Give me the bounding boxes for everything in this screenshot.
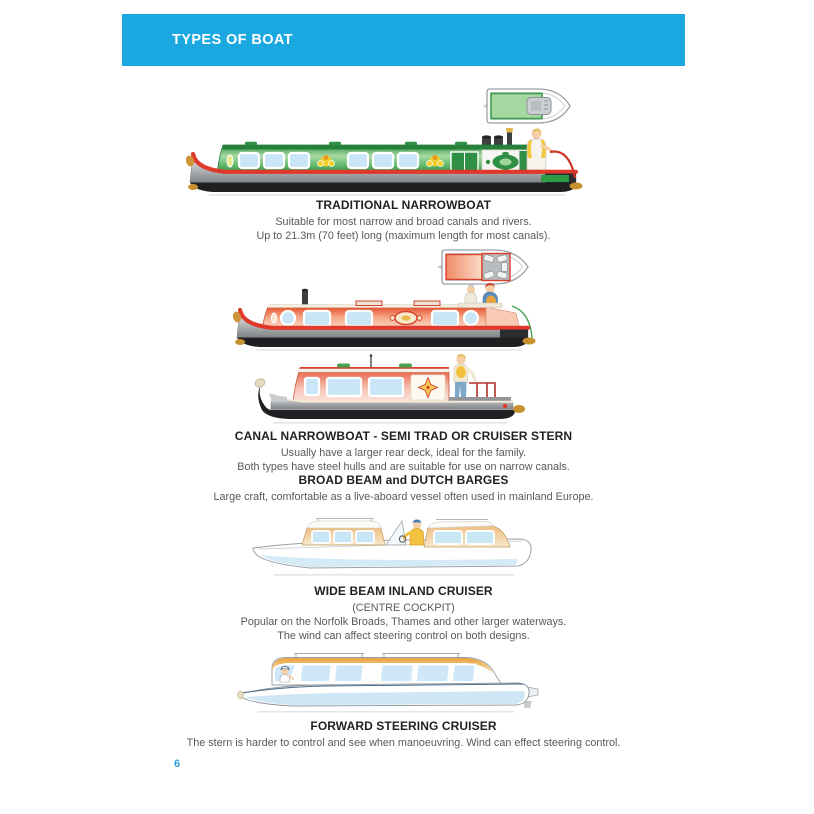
- chimney: [302, 290, 308, 306]
- header-bar: [122, 14, 685, 66]
- cabin: [293, 354, 449, 402]
- engine-block: [527, 98, 551, 115]
- section-text: Usually have a larger rear deck, ideal for the family.: [280, 447, 527, 459]
- cabin: [272, 654, 502, 686]
- section-heading: CANAL NARROWBOAT - SEMI TRAD OR CRUISER STERN: [234, 429, 573, 443]
- water-shadow: [274, 574, 514, 576]
- section-broad-beam: [122, 474, 685, 504]
- section-text: The wind can affect steering control on both designs.: [277, 630, 530, 642]
- section-heading: BROAD BEAM and DUTCH BARGES: [298, 473, 509, 487]
- semi-trad-narrowboat-illustration: [228, 280, 546, 352]
- section-text: Large craft, comfortable as a live-aboard vessel often used in mainland Europe.: [213, 491, 594, 503]
- section-subheading: (CENTRE COCKPIT): [352, 602, 455, 614]
- fore-cabin: [302, 519, 385, 546]
- section-text: Suitable for most narrow and broad canals and rivers.: [275, 216, 532, 228]
- water-shadow: [258, 711, 514, 713]
- section-heading: TRADITIONAL NARROWBOAT: [315, 198, 492, 212]
- section-text: Both types have steel hulls and are suitable for use on narrow canals.: [237, 461, 570, 473]
- cruiser-stern-narrowboat-illustration: [253, 352, 535, 428]
- stern-locker: [458, 303, 502, 308]
- page-number: 6: [174, 758, 181, 770]
- wide-beam-cruiser-illustration: [250, 508, 537, 582]
- steerer-figure: [527, 129, 552, 171]
- forward-steering-cruiser-illustration: [236, 643, 543, 719]
- hull: [238, 683, 539, 708]
- section-heading: FORWARD STEERING CRUISER: [310, 719, 497, 733]
- page-title: TYPES OF BOAT: [172, 32, 293, 48]
- aft-cabin: [424, 520, 510, 548]
- section-text: Up to 21.3m (70 feet) long (maximum length for most canals).: [256, 230, 551, 242]
- section-traditional-narrowboat: [122, 199, 685, 243]
- section-text: The stern is harder to control and see when manoeuvring. Wind can effect steering control.: [186, 737, 621, 749]
- steerer-figure: [454, 354, 475, 398]
- water-shadow: [273, 422, 507, 424]
- section-heading: WIDE BEAM INLAND CRUISER: [314, 584, 493, 598]
- roof-rails: [294, 654, 460, 658]
- traditional-narrowboat-illustration: [183, 126, 585, 198]
- water-shadow: [209, 194, 565, 196]
- water-shadow: [256, 349, 522, 351]
- section-canal-narrowboat: [122, 430, 685, 474]
- section-forward-steering-cruiser: [122, 720, 685, 750]
- section-text: Popular on the Norfolk Broads, Thames and other larger waterways.: [240, 616, 567, 628]
- section-wide-beam-cruiser: [122, 585, 685, 643]
- centre-cockpit: [386, 520, 424, 546]
- narrowboat-deck-plan-illustration: [482, 84, 574, 128]
- cabin: [262, 301, 486, 330]
- cabin: [217, 142, 543, 174]
- star-emblem: [411, 375, 445, 400]
